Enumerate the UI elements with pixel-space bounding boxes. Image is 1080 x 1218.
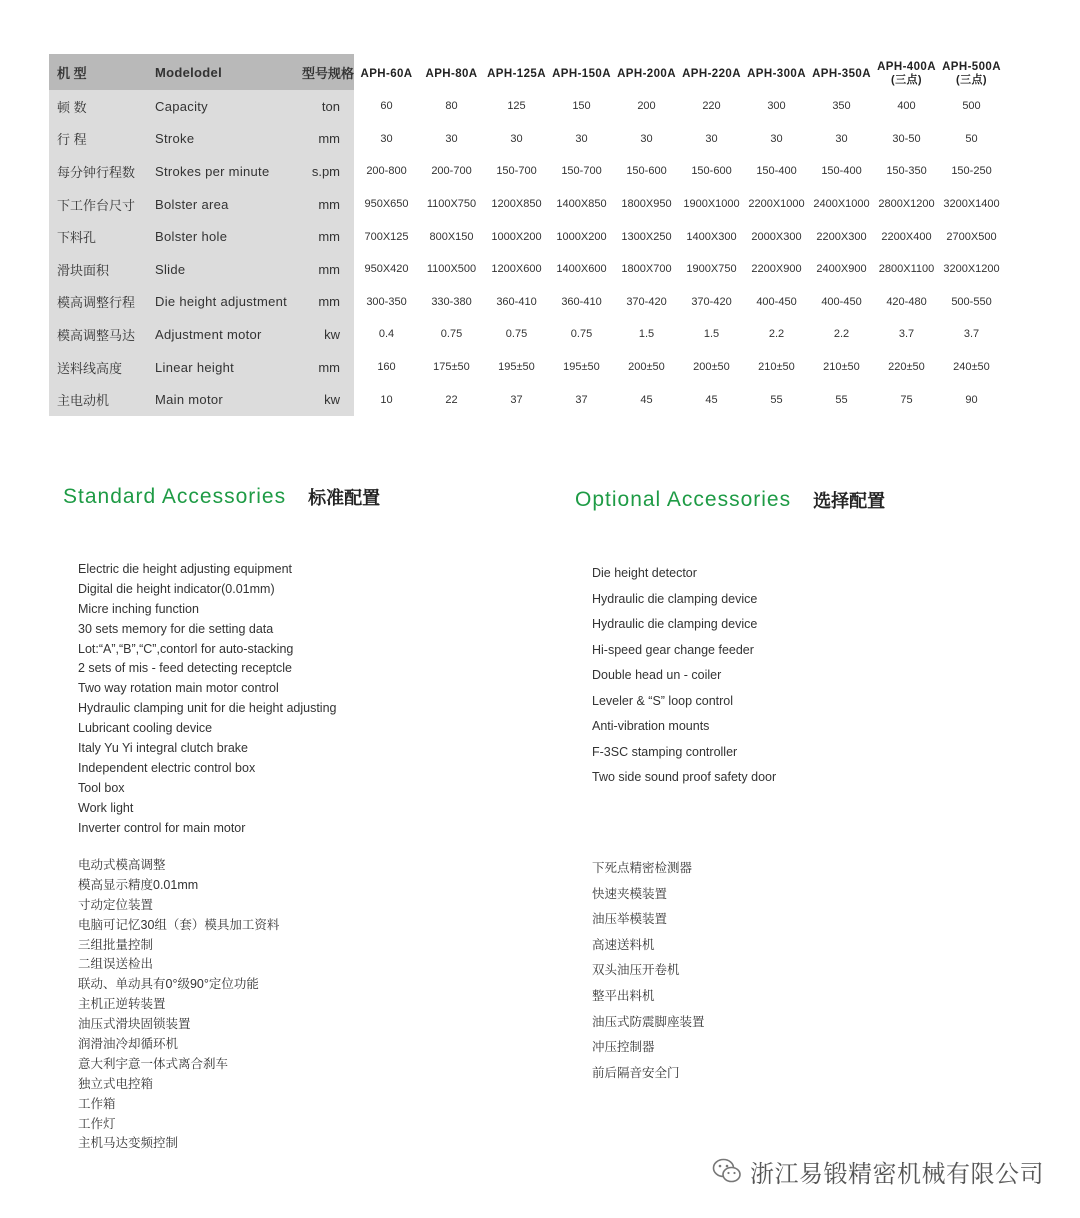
list-item: Hydraulic clamping unit for die height adjusting [78, 701, 337, 716]
model-name: APH-220A [682, 67, 741, 80]
table-row [49, 123, 1004, 156]
table-row [49, 318, 1004, 351]
row-label-en: Bolster hole [141, 220, 291, 253]
table-cell: 3200X1200 [943, 263, 1000, 276]
table-row [49, 383, 1004, 416]
table-cell: 3.7 [963, 328, 980, 341]
table-cell: 2200X400 [881, 230, 932, 243]
table-cell: 90 [965, 393, 978, 406]
model-name: APH-150A [552, 67, 611, 80]
table-cell: 195±50 [498, 361, 535, 374]
table-cell: 30 [380, 132, 393, 145]
list-item: 润滑油冷却循环机 [78, 1037, 179, 1052]
table-cell: 0.4 [378, 328, 395, 341]
table-cell: 1000X200 [556, 230, 607, 243]
table-cell: 210±50 [823, 361, 860, 374]
watermark-text: 浙江易锻精密机械有限公司 [750, 1160, 1044, 1188]
list-item: 主机马达变频控制 [78, 1136, 179, 1151]
table-cell: 125 [507, 100, 526, 113]
table-cell: 2400X1000 [813, 198, 870, 211]
list-item: 下死点精密检测器 [592, 861, 693, 875]
list-item: 联动、单动具有0°级90°定位功能 [78, 977, 259, 992]
wechat-icon [712, 1158, 742, 1184]
table-cell: 37 [510, 393, 523, 406]
list-item: Tool box [78, 780, 125, 795]
table-cell: 1800X700 [621, 263, 672, 276]
table-cell: 30 [510, 132, 523, 145]
table-cell: 300-350 [366, 295, 407, 308]
table-cell: 1100X500 [426, 263, 477, 276]
list-item: Independent electric control box [78, 760, 256, 775]
table-cell: 220 [702, 100, 721, 113]
row-label-en: Die height adjustment [141, 286, 291, 319]
table-cell: 500 [962, 100, 981, 113]
model-header [484, 54, 549, 90]
model-header [744, 54, 809, 90]
table-cell: 350 [832, 100, 851, 113]
list-item: Two side sound proof safety door [592, 770, 777, 784]
table-cell: 500-550 [951, 295, 992, 308]
table-cell: 1400X850 [556, 198, 607, 211]
table-cell: 0.75 [570, 328, 593, 341]
list-item: Lot:“A”,“B”,“C”,contorl for auto-stacking [78, 641, 294, 656]
list-item: 工作灯 [78, 1116, 116, 1131]
optional-title-cn: 选择配置 [813, 491, 886, 512]
list-item: 快速夹模装置 [592, 886, 668, 901]
table-row [49, 253, 1004, 286]
optional-list-en [592, 561, 776, 791]
table-header-row [49, 54, 1004, 90]
optional-list-cn [592, 856, 705, 1086]
list-item: 整平出料机 [592, 988, 655, 1003]
list-item: 工作箱 [78, 1096, 116, 1111]
table-cell: 50 [965, 132, 978, 145]
table-row [49, 286, 1004, 319]
list-item: 前后隔音安全门 [592, 1065, 680, 1080]
table-cell: 160 [377, 361, 396, 374]
table-cell: 80 [445, 100, 458, 113]
row-unit: kw [291, 318, 354, 351]
list-item: 独立式电控箱 [78, 1076, 154, 1091]
row-label-cn: 送料线高度 [49, 351, 141, 384]
model-name: APH-200A [617, 67, 676, 80]
model-header [614, 54, 679, 90]
table-cell: 30-50 [892, 132, 921, 145]
table-cell: 420-480 [886, 295, 927, 308]
standard-title-en: Standard Accessories [63, 485, 287, 508]
model-header [549, 54, 614, 90]
list-item: 油压式滑块固锁装置 [78, 1017, 191, 1032]
list-item: 电动式模高调整 [78, 858, 166, 872]
table-cell: 2800X1200 [878, 198, 935, 211]
table-cell: 37 [575, 393, 588, 406]
model-name: APH-60A [360, 67, 413, 80]
table-cell: 2200X1000 [748, 198, 805, 211]
list-item: 冲压控制器 [592, 1040, 655, 1055]
table-cell: 1800X950 [621, 198, 672, 211]
list-item: 双头油压开卷机 [592, 963, 680, 978]
table-cell: 200-700 [431, 165, 472, 178]
table-cell: 45 [705, 393, 718, 406]
table-cell: 30 [705, 132, 718, 145]
list-item: 寸动定位装置 [78, 897, 154, 912]
row-unit: mm [291, 188, 354, 221]
table-cell: 10 [380, 393, 393, 406]
table-cell: 300 [767, 100, 786, 113]
table-cell: 30 [640, 132, 653, 145]
table-row [49, 188, 1004, 221]
list-item: 油压式防震脚座装置 [592, 1014, 705, 1029]
table-cell: 30 [770, 132, 783, 145]
table-cell: 1000X200 [491, 230, 542, 243]
list-item: 模高显示精度0.01mm [78, 877, 199, 892]
row-label-cn: 下工作台尺寸 [49, 188, 141, 221]
list-item: Hi-speed gear change feeder [592, 642, 754, 657]
standard-list-cn [78, 856, 279, 1154]
row-unit: mm [291, 286, 354, 319]
table-cell: 2400X900 [816, 263, 867, 276]
model-name: APH-400A [877, 61, 936, 73]
table-cell: 2700X500 [946, 230, 997, 243]
standard-title [63, 484, 380, 510]
model-name: APH-300A [747, 67, 806, 80]
table-cell: 2.2 [768, 328, 785, 341]
optional-title-en: Optional Accessories [575, 488, 792, 511]
table-cell: 240±50 [953, 361, 990, 374]
list-item: Leveler & “S” loop control [592, 693, 734, 708]
list-item: 意大利宇意一体式离合刹车 [78, 1056, 229, 1071]
table-cell: 175±50 [433, 361, 470, 374]
list-item: Inverter control for main motor [78, 820, 246, 835]
list-item: Digital die height indicator(0.01mm) [78, 581, 275, 596]
table-cell: 1.5 [703, 328, 720, 341]
list-item: 油压举模装置 [592, 912, 668, 927]
row-label-en: Bolster area [141, 188, 291, 221]
row-label-cn: 滑块面积 [49, 253, 141, 286]
table-row [49, 90, 1004, 123]
model-header [419, 54, 484, 90]
list-item: 电脑可记忆30组（套）模具加工资料 [78, 917, 280, 932]
table-cell: 2200X300 [816, 230, 867, 243]
watermark [712, 1151, 1044, 1191]
list-item: Electric die height adjusting equipment [78, 562, 293, 576]
row-label-en: Slide [141, 253, 291, 286]
optional-title [575, 487, 885, 513]
header-unit: 型号规格 [291, 54, 354, 90]
row-unit: mm [291, 220, 354, 253]
model-header [679, 54, 744, 90]
table-cell: 2000X300 [751, 230, 802, 243]
table-cell: 800X150 [429, 230, 474, 243]
table-cell: 1400X300 [686, 230, 737, 243]
table-cell: 220±50 [888, 361, 925, 374]
table-cell: 0.75 [505, 328, 528, 341]
list-item: Micre inching function [78, 601, 199, 616]
list-item: 三组批量控制 [78, 937, 154, 952]
list-item: Two way rotation main motor control [78, 681, 279, 696]
table-cell: 370-420 [691, 295, 732, 308]
table-row [49, 220, 1004, 253]
table-cell: 3200X1400 [943, 198, 1000, 211]
list-item: Hydraulic die clamping device [592, 591, 758, 606]
table-cell: 2200X900 [751, 263, 802, 276]
table-cell: 200±50 [693, 361, 730, 374]
table-cell: 30 [445, 132, 458, 145]
list-item: Double head un - coiler [592, 668, 722, 682]
table-cell: 1300X250 [621, 230, 672, 243]
row-label-cn: 下料孔 [49, 220, 141, 253]
row-label-cn: 模高调整马达 [49, 318, 141, 351]
model-name: APH-80A [425, 67, 478, 80]
table-cell: 150-400 [821, 165, 862, 178]
model-name: APH-500A [942, 61, 1001, 73]
list-item: Lubricant cooling device [78, 721, 213, 736]
list-item: Hydraulic die clamping device [592, 617, 758, 631]
spec-table [49, 54, 1004, 416]
table-cell: 1200X600 [491, 263, 542, 276]
table-cell: 370-420 [626, 295, 667, 308]
table-cell: 3.7 [898, 328, 915, 341]
table-cell: 150-600 [626, 165, 667, 178]
model-sub: (三点) [891, 74, 922, 86]
table-cell: 950X650 [364, 198, 409, 211]
model-header [354, 54, 419, 90]
table-cell: 2800X1100 [878, 263, 935, 276]
row-label-cn: 主电动机 [49, 383, 141, 416]
table-cell: 200 [637, 100, 656, 113]
model-header [939, 54, 1004, 90]
table-cell: 60 [380, 100, 393, 113]
table-cell: 330-380 [431, 295, 472, 308]
row-label-en: Main motor [141, 383, 291, 416]
table-cell: 400 [897, 100, 916, 113]
list-item: Work light [78, 800, 134, 815]
row-unit: s.pm [291, 155, 354, 188]
table-cell: 400-450 [821, 295, 862, 308]
table-cell: 200±50 [628, 361, 665, 374]
list-item: Anti-vibration mounts [592, 719, 710, 733]
table-cell: 195±50 [563, 361, 600, 374]
table-cell: 30 [835, 132, 848, 145]
table-cell: 360-410 [496, 295, 537, 308]
row-label-cn: 每分钟行程数 [49, 155, 141, 188]
table-cell: 150-600 [691, 165, 732, 178]
row-label-en: Strokes per minute [141, 155, 291, 188]
standard-list-en [78, 560, 336, 838]
row-unit: kw [291, 383, 354, 416]
standard-title-cn: 标准配置 [308, 488, 381, 509]
table-cell: 1400X600 [556, 263, 607, 276]
row-label-en: Stroke [141, 123, 291, 156]
table-cell: 700X125 [364, 230, 409, 243]
list-item: 高速送料机 [592, 937, 655, 952]
list-item: 30 sets memory for die setting data [78, 621, 274, 636]
table-cell: 1900X750 [686, 263, 737, 276]
table-cell: 210±50 [758, 361, 795, 374]
row-label-cn: 行 程 [49, 123, 141, 156]
list-item: F-3SC stamping controller [592, 744, 738, 759]
table-cell: 45 [640, 393, 653, 406]
row-label-cn: 模高调整行程 [49, 286, 141, 319]
model-name: APH-350A [812, 67, 871, 80]
row-unit: mm [291, 123, 354, 156]
table-cell: 150-400 [756, 165, 797, 178]
table-cell: 55 [835, 393, 848, 406]
table-row [49, 155, 1004, 188]
table-cell: 150 [572, 100, 591, 113]
table-cell: 1900X1000 [683, 198, 740, 211]
model-header [809, 54, 874, 90]
table-cell: 2.2 [833, 328, 850, 341]
list-item: 主机正逆转装置 [78, 997, 166, 1012]
table-cell: 400-450 [756, 295, 797, 308]
header-en: Modelodel [141, 54, 291, 90]
list-item: Die height detector [592, 566, 697, 580]
header-cn: 机 型 [49, 54, 141, 90]
model-header [874, 54, 939, 90]
row-unit: mm [291, 351, 354, 384]
table-cell: 150-250 [951, 165, 992, 178]
model-name: APH-125A [487, 67, 546, 80]
model-sub: (三点) [956, 74, 987, 86]
table-cell: 360-410 [561, 295, 602, 308]
table-cell: 0.75 [440, 328, 463, 341]
row-label-cn: 顿 数 [49, 90, 141, 123]
table-row [49, 351, 1004, 384]
list-item: Italy Yu Yi integral clutch brake [78, 741, 249, 756]
table-cell: 55 [770, 393, 783, 406]
table-cell: 150-700 [496, 165, 537, 178]
row-label-en: Capacity [141, 90, 291, 123]
list-item: 2 sets of mis - feed detecting receptcle [78, 661, 292, 676]
list-item: 二组误送检出 [78, 957, 154, 972]
row-label-en: Adjustment motor [141, 318, 291, 351]
row-unit: ton [291, 90, 354, 123]
table-cell: 1.5 [638, 328, 655, 341]
table-cell: 30 [575, 132, 588, 145]
row-unit: mm [291, 253, 354, 286]
table-cell: 1100X750 [426, 198, 477, 211]
table-cell: 1200X850 [491, 198, 542, 211]
row-label-en: Linear height [141, 351, 291, 384]
table-cell: 150-700 [561, 165, 602, 178]
table-cell: 22 [445, 393, 458, 406]
table-cell: 950X420 [364, 263, 409, 276]
table-cell: 75 [900, 393, 913, 406]
table-cell: 150-350 [886, 165, 927, 178]
table-cell: 200-800 [366, 165, 407, 178]
